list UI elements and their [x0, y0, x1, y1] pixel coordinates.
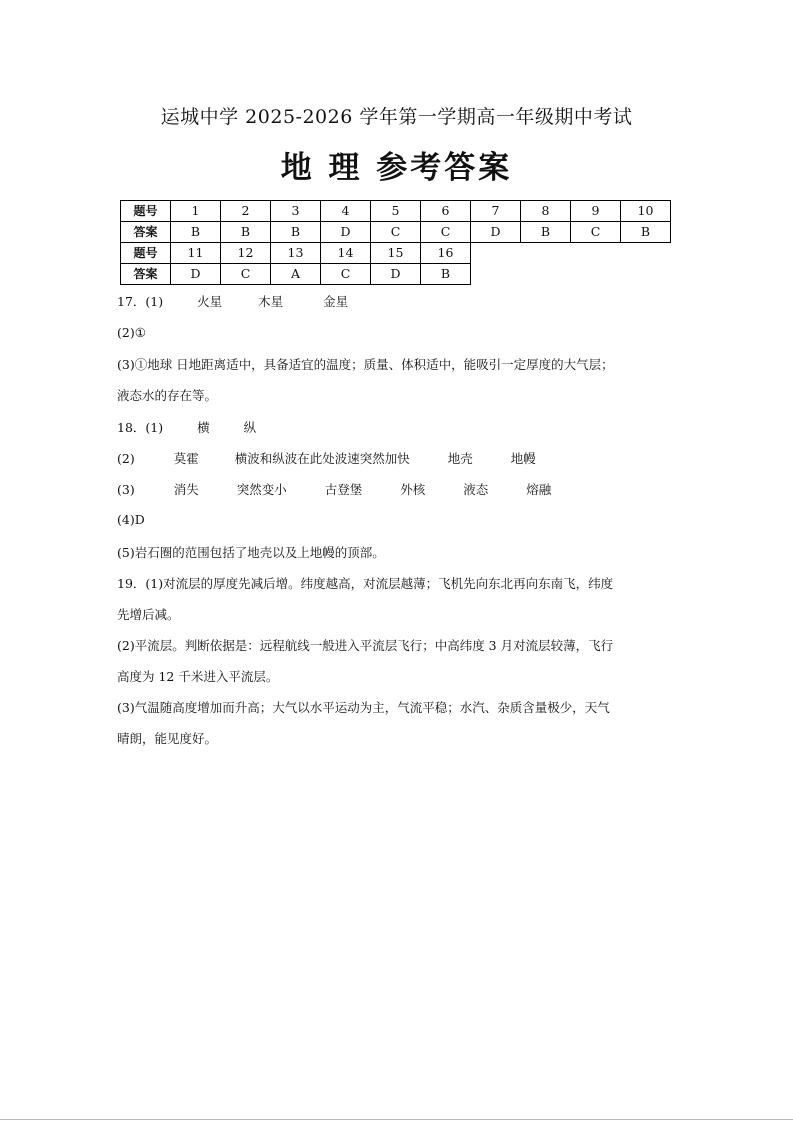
answer-cell: C [421, 222, 471, 243]
answer-cell: D [171, 264, 221, 285]
q17-part3-line1: (3)①地球 日地距离适中，具备适宜的温度；质量、体积适中，能吸引一定厚度的大气层； [117, 357, 614, 372]
question-number: 13 [271, 243, 321, 264]
page-title: 地 理 参考答案 [280, 150, 513, 186]
answer-cell: D [371, 264, 421, 285]
q19-part2-line2: 高度为 12 千米进入平流层。 [117, 669, 279, 684]
answer-cell: C [321, 264, 371, 285]
q19-part3-line1: (3)气温随高度增加而升高；大气以水平运动为主，气流平稳；水汽、杂质含量极少，天气 [117, 700, 610, 715]
empty-cell [521, 264, 571, 285]
question-number: 8 [521, 201, 571, 222]
answer-cell: B [621, 222, 671, 243]
q19-part2-line1: (2)平流层。判断依据是：远程航线一般进入平流层飞行；中高纬度 3 月对流层较薄，飞行 [117, 638, 614, 653]
answer-cell: B [221, 222, 271, 243]
empty-cell [621, 243, 671, 264]
answer-item: 熔融 [526, 482, 552, 497]
part-label: 17．(1) [117, 294, 164, 309]
table-row [121, 264, 671, 285]
answer-item: 外核 [400, 482, 426, 497]
question-number: 11 [171, 243, 221, 264]
q18-part2 [117, 449, 536, 467]
q17-part3-line2: 液态水的存在等。 [117, 388, 218, 403]
answer-cell: B [271, 222, 321, 243]
question-number: 2 [221, 201, 271, 222]
question-number: 9 [571, 201, 621, 222]
table-row [121, 201, 671, 222]
page-bottom-rule [0, 1119, 793, 1120]
answer-cell: A [271, 264, 321, 285]
answer-item: 突然变小 [236, 482, 287, 497]
answer-item: 古登堡 [324, 482, 363, 497]
question-number: 15 [371, 243, 421, 264]
question-number: 16 [421, 243, 471, 264]
answer-item: 横波和纵波在此处波速突然加快 [234, 451, 410, 466]
part-label: 18．(1) [117, 420, 164, 435]
q18-part1 [117, 418, 256, 436]
answer-item: 木星 [258, 294, 284, 309]
q19-part1-line2: 先增后减。 [117, 607, 180, 622]
answer-cell: C [221, 264, 271, 285]
answer-cell: B [171, 222, 221, 243]
q18-part4: (4)D [117, 512, 145, 527]
question-number: 3 [271, 201, 321, 222]
empty-cell [571, 243, 621, 264]
question-number: 12 [221, 243, 271, 264]
empty-cell [621, 264, 671, 285]
part-label: (2) [117, 451, 135, 466]
answer-item: 纵 [243, 420, 257, 435]
exam-header: 运城中学 2025-2026 学年第一学期高一年级期中考试 [160, 106, 633, 128]
answer-item: 金星 [323, 294, 349, 309]
answer-cell: C [571, 222, 621, 243]
question-number: 1 [171, 201, 221, 222]
answer-cell: B [421, 264, 471, 285]
empty-cell [471, 264, 521, 285]
answer-item: 横 [197, 420, 210, 435]
q19-part3-line2: 晴朗，能见度好。 [117, 731, 218, 746]
q17-part1 [117, 292, 348, 310]
table-row [121, 243, 671, 264]
answer-item: 莫霍 [173, 451, 199, 466]
answer-item: 消失 [173, 482, 199, 497]
answer-item: 液态 [463, 482, 489, 497]
question-number: 5 [371, 201, 421, 222]
question-number: 14 [321, 243, 371, 264]
empty-cell [571, 264, 621, 285]
empty-cell [471, 243, 521, 264]
q18-part5: (5)岩石圈的范围包括了地壳以及上地幔的顶部。 [117, 545, 385, 560]
question-label: 题号 [121, 201, 171, 222]
answer-item: 地幔 [510, 451, 536, 466]
part-label: (3) [117, 482, 135, 497]
answer-label: 答案 [121, 264, 171, 285]
q17-part2: (2)① [117, 325, 146, 340]
answer-cell: D [321, 222, 371, 243]
answer-cell: B [521, 222, 571, 243]
answer-label: 答案 [121, 222, 171, 243]
answer-table [120, 200, 671, 285]
table-row [121, 222, 671, 243]
question-number: 7 [471, 201, 521, 222]
q18-part3 [117, 480, 551, 498]
answer-cell: C [371, 222, 421, 243]
answer-item: 火星 [197, 294, 223, 309]
answer-cell: D [471, 222, 521, 243]
question-number: 4 [321, 201, 371, 222]
q19-part1-line1: 19．(1)对流层的厚度先减后增。纬度越高，对流层越薄；飞机先向东北再向东南飞，纬度 [117, 576, 614, 591]
question-number: 6 [421, 201, 471, 222]
empty-cell [521, 243, 571, 264]
question-number: 10 [621, 201, 671, 222]
question-label: 题号 [121, 243, 171, 264]
answer-item: 地壳 [447, 451, 473, 466]
